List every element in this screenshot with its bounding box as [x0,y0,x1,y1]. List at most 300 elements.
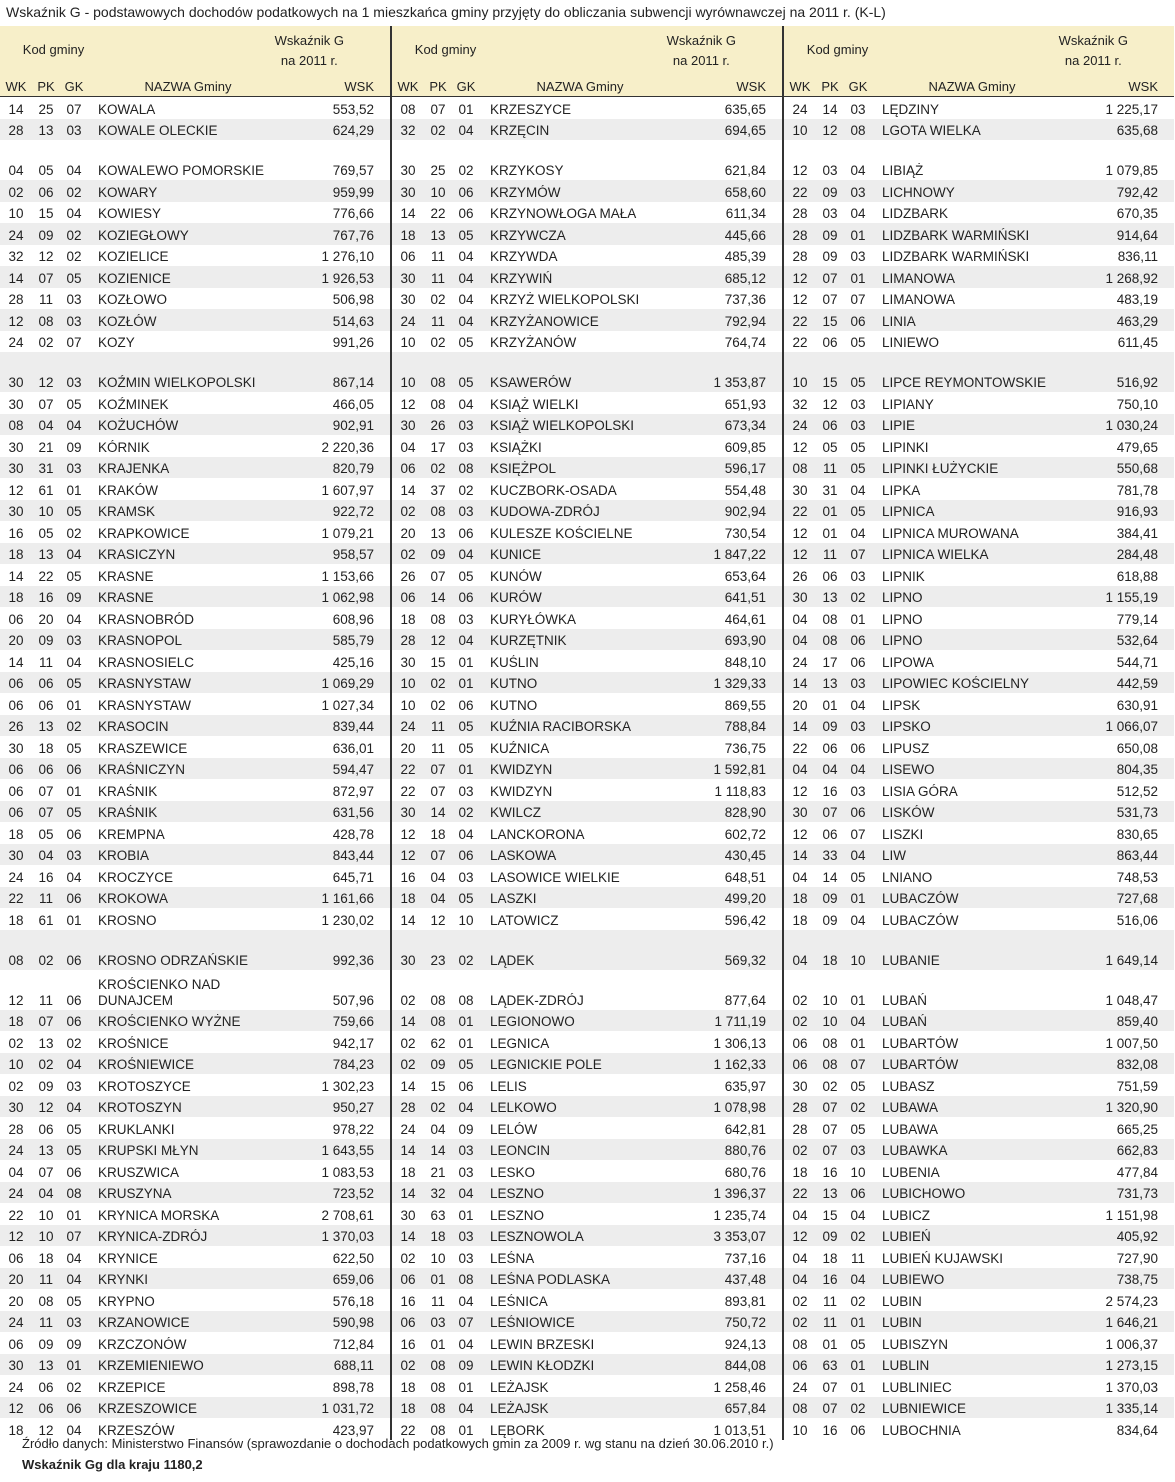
nazwa-cell: LGOTA WIELKA [882,123,981,138]
pk-cell: 12 [38,249,54,264]
nazwa-cell: KUTNO [490,697,538,713]
pk-cell: 15 [38,206,54,221]
wk-cell: 30 [8,461,24,476]
wk-cell: 06 [792,1358,808,1373]
pk-cell: 12 [38,375,54,390]
wsk-header: WSK [1128,78,1158,94]
gk-cell: 01 [458,1035,474,1051]
wsk-cell: 781,78 [1116,482,1158,498]
pk-cell: 06 [38,1379,54,1395]
nazwa-cell: LIPKA [882,482,921,498]
nazwa-cell: KROKOWA [98,891,169,906]
nazwa-cell: LIPNICA [882,504,935,519]
wsk-cell: 1 847,22 [713,547,766,562]
nazwa-cell: LIPNO [882,633,923,648]
table-row [392,97,782,119]
table-wrapper [0,26,1175,1440]
table-row [784,1354,1174,1376]
wk-cell: 18 [792,891,808,906]
nazwa-cell: KOWARY [98,184,158,200]
wk-header: WK [397,78,419,94]
nazwa-cell: KRYNICA-ZDRÓJ [98,1229,208,1244]
pk-cell: 18 [430,1229,446,1244]
nazwa-cell: LIPNICA WIELKA [882,547,989,562]
pk-cell: 31 [822,482,838,498]
wk-cell: 30 [400,184,416,200]
pk-cell: 16 [822,1272,838,1287]
nazwa-cell: LUBAŃ [882,1014,928,1029]
pk-cell: 22 [38,568,54,584]
table-row [0,908,390,930]
nazwa-cell: KROSNO ODRZAŃSKIE [98,952,249,968]
gk-cell: 06 [850,654,866,670]
wk-cell: 14 [400,1229,416,1244]
table-row [784,801,1174,823]
wsk-cell: 688,11 [333,1358,374,1373]
wsk-cell: 1 370,03 [1105,1379,1158,1395]
gk-cell: 01 [66,482,82,498]
nazwa-cell: KRUSZWICA [98,1164,179,1180]
nazwa-cell: KOZY [98,335,135,350]
table-row [0,970,390,1010]
pk-cell: 02 [430,461,446,476]
table-row [784,119,1174,141]
table-row [392,1203,782,1225]
nazwa-cell: LELKOWO [490,1100,557,1115]
table-row [0,202,390,224]
wsk-cell: 898,78 [332,1379,374,1395]
table-row [392,1010,782,1032]
table-row [392,180,782,202]
gk-cell: 10 [458,912,474,928]
wk-cell: 06 [8,697,24,713]
nazwa-cell: KRZYWDA [490,249,558,264]
table-row [0,435,390,457]
gk-cell: 06 [66,1401,82,1416]
gk-cell: 06 [458,184,474,200]
nazwa-cell: KROŚNIEWICE [98,1057,195,1072]
nazwa-cell: KOWALE OLECKIE [98,123,218,138]
wsk-cell: 769,57 [332,163,374,178]
gk-cell: 06 [850,805,866,820]
wk-cell: 30 [400,292,416,307]
pk-cell: 07 [430,101,446,117]
wsk-cell: 1 153,66 [321,568,374,584]
column-headers [0,76,390,96]
gk-cell: 05 [850,461,866,476]
nazwa-cell: LIPOWIEC KOŚCIELNY [882,676,1030,691]
pk-cell: 06 [38,184,54,200]
nazwa-cell: KRASZEWICE [98,740,188,756]
gk-cell: 10 [850,1164,866,1180]
wk-cell: 14 [400,1186,416,1201]
pk-cell: 12 [430,912,446,928]
wsk-cell: 1 007,50 [1105,1035,1158,1051]
gk-cell: 01 [66,697,82,713]
wk-cell: 10 [792,375,808,390]
gk-cell: 01 [458,1207,474,1223]
wk-cell: 04 [792,762,808,777]
nazwa-header: NAZWA Gminy [928,78,1016,94]
pk-cell: 06 [822,335,838,350]
wsk-cell: 1 027,34 [321,697,374,713]
table-header [0,26,390,97]
table-row [784,844,1174,866]
nazwa-cell: LASKOWA [490,848,557,863]
wk-cell: 02 [400,992,416,1008]
table-row [784,564,1174,586]
wk-cell: 02 [792,1293,808,1309]
wk-cell: 30 [8,396,24,412]
gk-cell: 07 [66,1229,82,1244]
wk-cell: 02 [400,504,416,519]
table-row [392,1031,782,1053]
wsk-cell: 788,84 [724,719,766,734]
pk-cell: 05 [38,163,54,178]
wk-cell: 30 [792,805,808,820]
nazwa-cell: LIDZBARK WARMIŃSKI [882,249,1030,264]
gk-cell: 03 [458,1229,474,1244]
wsk-cell: 531,73 [1116,805,1158,820]
wk-cell: 12 [792,163,808,178]
table-row [784,908,1174,930]
pk-cell: 11 [38,1315,53,1330]
wk-cell: 06 [8,783,24,799]
gk-cell: 02 [458,952,474,968]
wsk-cell: 425,16 [332,654,374,670]
table-row [392,521,782,543]
table-row [392,352,782,392]
gk-cell: 03 [850,676,866,691]
table-row [0,865,390,887]
wk-cell: 18 [8,912,24,928]
wk-cell: 24 [8,1143,24,1158]
pk-cell: 07 [822,1100,838,1115]
wk-cell: 30 [400,805,416,820]
table-row [0,1074,390,1096]
gk-cell: 08 [850,123,866,138]
nazwa-cell: KRZYŻ WIELKOPOLSKI [490,292,640,307]
gk-cell: 04 [458,633,474,648]
gk-cell: 03 [458,418,474,433]
gk-cell: 04 [66,1057,82,1072]
gk-cell: 07 [850,547,866,562]
nazwa-cell: LIDZBARK WARMIŃSKI [882,227,1030,243]
gk-cell: 04 [850,1014,866,1029]
nazwa-cell: LEWIN KŁODZKI [490,1358,595,1373]
wk-header: WK [789,78,811,94]
wk-cell: 08 [8,418,24,433]
wk-cell: 24 [8,1315,24,1330]
gk-cell: 06 [850,1422,866,1438]
nazwa-cell: LEGNICA [490,1035,550,1051]
page-title: Wskaźnik G - podstawowych dochodów podatkowych na 1 mieszkańca gminy przyjęty do obliczania subwencji wyrównawczej na 2011 r. (K-L) [6,4,886,20]
table-row [0,1010,390,1032]
pk-cell: 04 [430,869,446,885]
table-row [784,140,1174,180]
pk-cell: 09 [822,1229,838,1244]
wsk-cell: 514,63 [332,313,374,329]
pk-cell: 12 [822,396,838,412]
wsk-cell: 893,81 [724,1293,766,1309]
table-row [392,478,782,500]
wk-cell: 22 [8,1207,24,1223]
wsk-cell: 830,65 [1116,826,1158,842]
nazwa-cell: KOZŁÓW [98,313,157,329]
table-row [392,1139,782,1161]
gk-cell: 01 [66,912,82,928]
pk-cell: 07 [38,783,54,799]
nazwa-cell: LEŻAJSK [490,1401,549,1416]
table-row [784,1160,1174,1182]
gk-cell: 03 [850,101,866,117]
gk-cell: 05 [458,891,474,906]
gk-cell: 04 [458,1401,474,1416]
wk-cell: 14 [400,482,416,498]
nazwa-cell: KRASNE [98,568,154,584]
gk-cell: 01 [458,101,474,117]
nazwa-cell: KRZESZOWICE [98,1401,198,1416]
pk-cell: 18 [430,826,446,842]
gk-cell: 03 [458,1143,474,1158]
pk-cell: 09 [38,1336,54,1352]
nazwa-cell: LESZNOWOLA [490,1229,584,1244]
gk-cell: 09 [458,1358,474,1373]
pk-cell: 05 [822,439,838,455]
nazwa-cell: LUBIEŃ KUJAWSKI [882,1250,1004,1266]
wsk-cell: 1 396,37 [713,1186,766,1201]
wk-cell: 24 [8,1379,24,1395]
gk-cell: 03 [458,869,474,885]
wk-cell: 30 [8,439,24,455]
pk-cell: 02 [430,123,446,138]
wk-cell: 30 [400,418,416,433]
wk-cell: 12 [792,525,808,541]
nazwa-cell: KRASNYSTAW [98,676,192,691]
pk-cell: 09 [430,547,446,562]
wsk-cell: 1 031,72 [321,1401,374,1416]
wk-cell: 12 [8,313,24,329]
pk-cell: 16 [822,1422,838,1438]
table-row [0,758,390,780]
wk-cell: 18 [400,611,416,627]
gk-cell: 08 [458,1272,474,1287]
pk-cell: 13 [822,590,838,605]
nazwa-cell: LICHNOWY [882,184,955,200]
table-row [0,140,390,180]
table-row [392,1311,782,1333]
nazwa-cell: KRZYWCZA [490,227,566,243]
pk-cell: 13 [430,227,446,243]
nazwa-cell: KRASNE [98,590,154,605]
gk-cell: 06 [850,740,866,756]
nazwa-cell: KRZEPICE [98,1379,166,1395]
wk-cell: 12 [792,270,808,286]
table-row [784,930,1174,970]
gk-cell: 02 [66,249,82,264]
table-row [392,414,782,436]
pk-cell: 13 [38,1358,54,1373]
country-index: Wskaźnik Gg dla kraju 1180,2 [22,1457,203,1472]
wsk-cell: 645,71 [332,869,374,885]
wk-cell: 14 [400,206,416,221]
wsk-cell: 657,84 [724,1401,766,1416]
pk-cell: 02 [38,1057,54,1072]
nazwa-cell: LEŚNICA [490,1293,548,1309]
wsk-cell: 507,96 [332,992,374,1008]
source-note: Źródło danych: Ministerstwo Finansów (sprawozdanie o dochodach podatkowych gmin za 2009 r. wg stanu na dzień 30.06.2010 r.) [22,1436,774,1451]
gk-cell: 04 [850,1272,866,1287]
wsk-cell: 834,64 [1116,1422,1158,1438]
pk-cell: 18 [38,1250,54,1266]
table-row [784,309,1174,331]
nazwa-cell: LESZNO [490,1207,545,1223]
nazwa-cell: LUBARTÓW [882,1057,959,1072]
gk-cell: 03 [850,184,866,200]
gk-cell: 04 [66,547,82,562]
wsk-cell: 680,76 [724,1164,766,1180]
table-row [0,331,390,353]
wk-cell: 06 [8,611,24,627]
pk-cell: 09 [822,719,838,734]
wk-cell: 14 [400,912,416,928]
table-row [784,887,1174,909]
nazwa-cell: KRAŚNICZYN [98,762,186,777]
gk-cell: 04 [458,249,474,264]
wsk-cell: 635,97 [724,1078,766,1094]
table-row [392,736,782,758]
wsk-cell: 1 161,66 [321,891,374,906]
pk-cell: 08 [822,1035,838,1051]
pk-cell: 07 [38,396,54,412]
table-block-3 [782,26,1174,1440]
nazwa-cell: KUTNO [490,676,538,691]
wk-cell: 28 [8,292,24,307]
table-row [0,1160,390,1182]
table-row [784,288,1174,310]
wsk-cell: 776,66 [332,206,374,221]
wsk-cell: 869,55 [724,697,766,713]
nazwa-cell: LĄDEK [490,952,535,968]
wsk-cell: 737,16 [724,1250,766,1266]
table-row [784,1074,1174,1096]
wk-cell: 22 [792,504,808,519]
table-row [0,457,390,479]
wk-cell: 06 [400,590,416,605]
pk-cell: 16 [822,783,838,799]
wk-cell: 26 [400,568,416,584]
table-row [392,457,782,479]
gk-cell: 03 [850,396,866,412]
wk-cell: 10 [8,1057,24,1072]
table-row [392,1289,782,1311]
nazwa-cell: KRASICZYN [98,547,176,562]
wk-cell: 20 [8,633,24,648]
gk-cell: 04 [850,163,866,178]
pk-cell: 37 [430,482,446,498]
wk-cell: 16 [400,869,416,885]
pk-cell: 06 [822,568,838,584]
wsk-cell: 2 708,61 [321,1207,374,1223]
wk-cell: 24 [792,418,808,433]
wsk-cell: 693,90 [724,633,766,648]
wsk-cell: 731,73 [1116,1186,1158,1201]
nazwa-cell: LIPINKI ŁUŻYCKIE [882,461,999,476]
nazwa-cell: KROTOSZYN [98,1100,182,1115]
wsk-cell: 736,75 [724,740,766,756]
table-row [784,650,1174,672]
pk-cell: 21 [430,1164,446,1180]
nazwa-cell: KSIĄŻKI [490,439,542,455]
wsk-cell: 751,59 [1116,1078,1158,1094]
kod-gminy-header: Kod gminy [806,42,869,57]
wskaznik-header: Wskaźnik G na 2011 r. [1058,33,1128,68]
wk-cell: 22 [792,184,808,200]
wsk-cell: 839,44 [332,719,374,734]
table-block-1 [0,26,390,1440]
nazwa-cell: LUBASZ [882,1078,935,1094]
gk-cell: 04 [850,697,866,713]
pk-cell: 01 [822,1336,838,1352]
wk-cell: 12 [8,1229,24,1244]
nazwa-cell: KOWALEWO POMORSKIE [98,163,265,178]
table-row [784,1311,1174,1333]
wsk-cell: 553,52 [332,101,374,117]
table-row [784,1397,1174,1419]
wk-cell: 24 [400,1121,416,1137]
wk-cell: 18 [792,912,808,928]
nazwa-cell: KRZĘCIN [490,123,550,138]
gk-cell: 01 [458,762,474,777]
pk-cell: 07 [822,1143,838,1158]
table-row [0,715,390,737]
gk-cell: 04 [458,1186,474,1201]
wsk-cell: 635,68 [1116,123,1158,138]
wsk-cell: 596,42 [724,912,766,928]
nazwa-cell: KOZŁOWO [98,292,168,307]
table-row [0,1354,390,1376]
pk-cell: 09 [38,1078,54,1094]
nazwa-cell: KOZIEGŁOWY [98,227,189,243]
gk-cell: 03 [458,439,474,455]
nazwa-cell: KRYNICE [98,1250,158,1266]
nazwa-cell: LUBLIN [882,1358,930,1373]
gk-cell: 08 [458,461,474,476]
nazwa-cell: LIPCE REYMONTOWSKIE [882,375,1047,390]
gk-cell: 04 [458,1336,474,1352]
table-row [0,930,390,970]
wsk-cell: 737,36 [724,292,766,307]
nazwa-cell: LUBENIA [882,1164,940,1180]
gk-cell: 02 [458,805,474,820]
nazwa-cell: LEWIN BRZESKI [490,1336,595,1352]
wsk-cell: 916,93 [1116,504,1158,519]
table-row [392,435,782,457]
wsk-cell: 445,66 [724,227,766,243]
table-row [392,1053,782,1075]
table-row [0,629,390,651]
nazwa-cell: KRUSZYNA [98,1186,172,1201]
nazwa-cell: KRUPSKI MŁYN [98,1143,199,1158]
wk-cell: 20 [400,525,416,541]
wsk-cell: 1 118,83 [714,783,766,799]
table-header [784,26,1174,97]
wk-cell: 30 [8,1358,24,1373]
gk-cell: 04 [66,206,82,221]
wsk-cell: 1 335,14 [1105,1401,1158,1416]
pk-cell: 20 [38,611,54,627]
wsk-cell: 512,52 [1116,783,1158,799]
